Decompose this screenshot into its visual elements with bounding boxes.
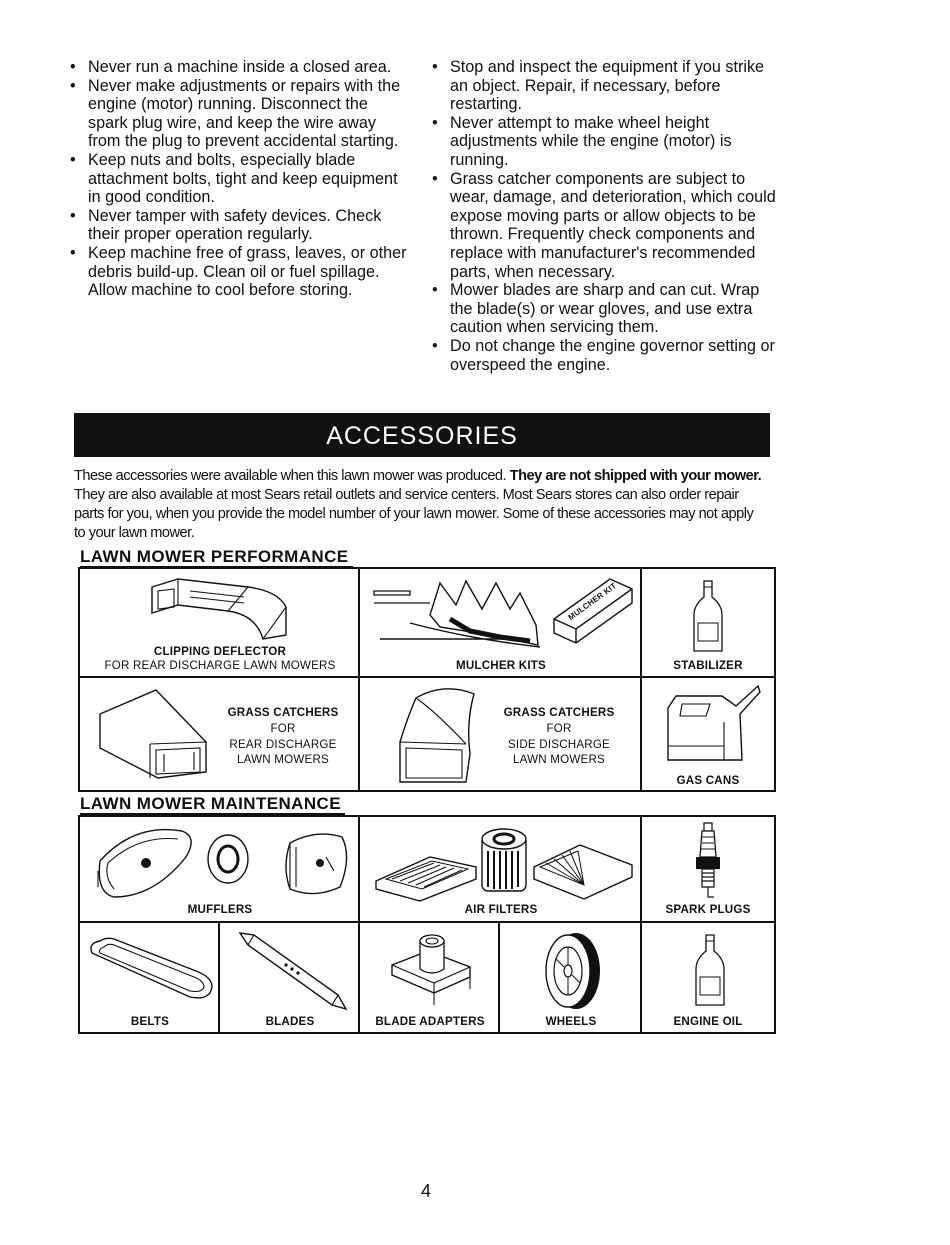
blade-adapters-cell xyxy=(360,923,500,1032)
belt-icon xyxy=(86,935,216,1001)
belts-cell xyxy=(80,923,220,1032)
page-number: 4 xyxy=(420,1181,431,1201)
safety-list-left xyxy=(70,58,410,300)
safety-item: • Never tamper with safety devices. Check their proper operation regularly. xyxy=(70,207,410,244)
safety-list-right xyxy=(432,58,782,374)
wheels-label: WHEELS xyxy=(545,1015,597,1028)
maintenance-grid xyxy=(78,815,776,1034)
clipping-deflector-cell xyxy=(80,569,360,676)
safety-item: • Keep nuts and bolts, especially blade attachment bolts, tight and keep equipment in good condition. xyxy=(70,151,410,207)
performance-grid xyxy=(78,567,776,792)
rear-catchers-label: LAWN MOWERS xyxy=(237,753,329,766)
maintenance-title: LAWN MOWER MAINTENANCE xyxy=(80,795,345,815)
safety-item: • Keep machine free of grass, leaves, or other debris build-up. Clean oil or fuel spillage. Allow machine to cool before storing. xyxy=(70,244,410,300)
blade-adapters-label: BLADE ADAPTERS xyxy=(375,1015,485,1028)
wheel-icon xyxy=(538,929,604,1013)
spark-plugs-label: SPARK PLUGS xyxy=(665,903,751,916)
side-catchers-label: SIDE DISCHARGE xyxy=(507,738,610,751)
side-catchers-label: FOR xyxy=(546,722,572,735)
safety-item: • Do not change the engine governor setting or overspeed the engine. xyxy=(432,337,782,374)
performance-title: LAWN MOWER PERFORMANCE xyxy=(80,548,353,568)
stabilizer-label: STABILIZER xyxy=(673,659,743,672)
safety-item: • Mower blades are sharp and can cut. Wrap the blade(s) or wear gloves, and use extra caution when servicing them. xyxy=(432,281,782,337)
mulcher-box-label: MULCHER KIT xyxy=(566,581,619,623)
clipping-deflector-icon xyxy=(148,577,290,641)
blade-icon xyxy=(234,931,348,1011)
rear-grass-catcher-icon xyxy=(94,686,210,782)
gas-can-icon xyxy=(662,684,762,764)
accessories-banner: ACCESSORIES xyxy=(74,413,770,457)
rear-catchers-label: FOR xyxy=(270,722,296,735)
wheels-cell xyxy=(500,923,642,1032)
gas-cans-label: GAS CANS xyxy=(676,774,740,787)
air-filter-icon xyxy=(370,827,636,901)
stabilizer-cell xyxy=(642,569,774,676)
clipping-deflector-label: CLIPPING DEFLECTOR xyxy=(153,645,287,658)
side-catchers-label: GRASS CATCHERS xyxy=(503,706,615,719)
mulcher-kits-cell xyxy=(360,569,642,676)
bottle-icon xyxy=(690,579,726,655)
mulcher-kits-label: MULCHER KITS xyxy=(456,659,546,672)
clipping-deflector-sublabel: FOR REAR DISCHARGE LAWN MOWERS xyxy=(104,659,336,672)
engine-oil-label: ENGINE OIL xyxy=(673,1015,743,1028)
air-filters-cell xyxy=(360,817,642,921)
safety-item: • Stop and inspect the equipment if you strike an object. Repair, if necessary, before restarting. xyxy=(432,58,782,114)
safety-item: • Grass catcher components are subject to wear, damage, and deterioration, which could expose moving parts or allow objects to be thrown. Frequently check components and replace with manufacturer's recommended parts, when necessary. xyxy=(432,170,782,282)
mufflers-label: MUFFLERS xyxy=(187,903,253,916)
mulcher-kit-icon xyxy=(370,575,636,651)
intro-bold-text: They are not shipped with your mower. xyxy=(509,468,762,484)
rear-catchers-label: REAR DISCHARGE xyxy=(229,738,337,751)
accessories-intro xyxy=(74,467,764,543)
rear-catchers-label: GRASS CATCHERS xyxy=(227,706,339,719)
side-grass-catcher-icon xyxy=(396,682,480,786)
safety-item: • Never make adjustments or repairs with the engine (motor) running. Disconnect the spark plug wire, and keep the wire away from the plug to prevent accidental starting. xyxy=(70,77,410,151)
mufflers-cell xyxy=(80,817,360,921)
safety-item: • Never run a machine inside a closed area. xyxy=(70,58,410,77)
belts-label: BELTS xyxy=(130,1015,170,1028)
muffler-icon xyxy=(94,827,356,901)
spark-plugs-cell xyxy=(642,817,774,921)
gas-cans-cell xyxy=(642,678,774,790)
rear-grass-catchers-cell xyxy=(80,678,360,790)
spark-plug-icon xyxy=(692,821,724,901)
engine-oil-cell xyxy=(642,923,774,1032)
side-catchers-label: LAWN MOWERS xyxy=(513,753,605,766)
oil-bottle-icon xyxy=(692,933,728,1009)
blades-cell xyxy=(220,923,360,1032)
intro-text: These accessories were available when this lawn mower was produced. xyxy=(74,468,507,484)
blades-label: BLADES xyxy=(265,1015,315,1028)
air-filters-label: AIR FILTERS xyxy=(464,903,538,916)
safety-item: • Never attempt to make wheel height adjustments while the engine (motor) is running. xyxy=(432,114,782,170)
intro-text: They are also available at most Sears retail outlets and service centers. Most Sears stores can also order repair parts for you, when you provide the model number of your lawn mower. Some of these accessories may not apply to your lawn mower. xyxy=(74,487,754,541)
side-grass-catchers-cell xyxy=(360,678,642,790)
blade-adapter-icon xyxy=(388,931,474,1007)
